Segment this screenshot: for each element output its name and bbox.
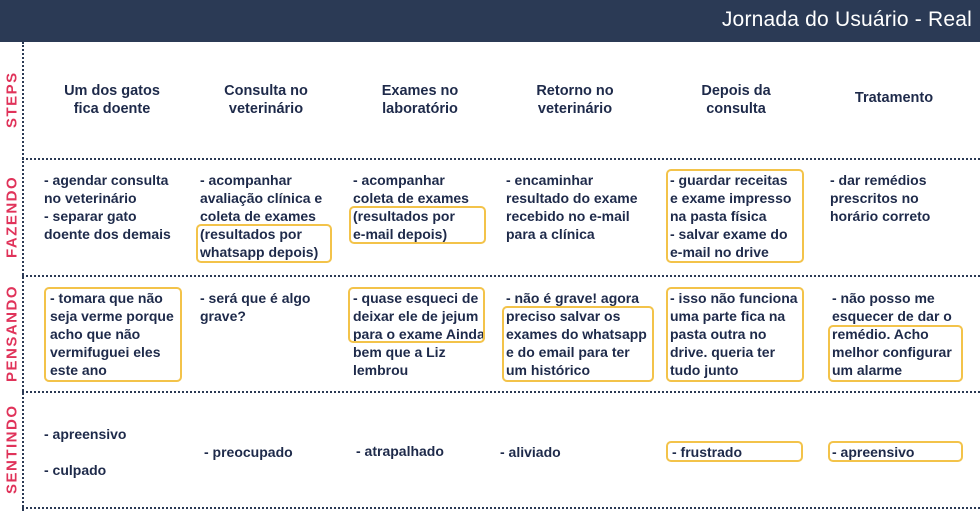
step-6: Tratamento: [854, 90, 934, 106]
pensando-cell-2: - será que é algo grave?: [200, 290, 311, 324]
fazendo-cell-1: - agendar consulta no veterinário - separar gato doente dos demais: [44, 172, 171, 242]
pensando-cell-4: - não é grave! agora preciso salvar os exames do whatsapp e do email para ter um histórico: [506, 290, 647, 378]
row-divider-2: [22, 275, 980, 277]
fazendo-cell-2: - acompanhar avaliação clínica e coleta de exames (resultados por whatsapp depois): [200, 172, 323, 260]
fazendo-cell-5: - guardar receitas e exame impresso na pasta física - salvar exame do e-mail no drive: [670, 172, 792, 260]
row-divider-4: [22, 507, 980, 509]
step-3: Exames no laboratório: [381, 83, 459, 117]
row-divider-3: [22, 391, 980, 393]
highlight-box: [348, 287, 485, 343]
page-title: Jornada do Usuário - Real: [721, 8, 972, 31]
sentindo-cell-5: - frustrado: [672, 444, 742, 460]
sentindo-cell-3: - atrapalhado: [356, 443, 444, 459]
fazendo-cell-6: - dar remédios prescritos no horário correto: [830, 172, 931, 224]
pensando-cell-6: - não posso me esquecer de dar o remédio. Acho melhor configurar um alarme: [832, 290, 952, 378]
highlight-box: [666, 441, 803, 462]
row-label-steps: STEPS: [3, 71, 21, 129]
sentindo-cell-4: - aliviado: [500, 444, 561, 460]
fazendo-cell-3: - acompanhar coleta de exames (resultados por e-mail depois): [353, 172, 469, 242]
header-bar: [0, 0, 980, 42]
row-divider-1: [22, 158, 980, 160]
pensando-cell-1: - tomara que não seja verme porque acho que não vermifuguei eles este ano: [50, 290, 174, 378]
highlight-box: [196, 224, 332, 263]
sentindo-cell-6: - apreensivo: [832, 444, 915, 460]
highlight-box: [828, 441, 963, 462]
step-4: Retorno no veterinário: [536, 83, 614, 117]
highlight-box: [502, 306, 654, 382]
sentindo-cell-2: - preocupado: [204, 444, 293, 460]
row-label-sentindo: SENTINDO: [3, 404, 21, 494]
fazendo-cell-4: - encaminhar resultado do exame recebido no e-mail para a clínica: [506, 172, 638, 242]
sentindo-cell-1: - apreensivo - culpado: [44, 426, 127, 478]
pensando-cell-3: - quase esqueci de deixar ele de jejum para o exame Ainda bem que a Liz lembrou: [353, 290, 485, 378]
step-5: Depois da consulta: [701, 83, 771, 117]
highlight-box: [828, 325, 963, 382]
pensando-cell-5: - isso não funciona uma parte fica na pasta outra no drive. queria ter tudo junto: [670, 290, 798, 378]
highlight-box: [666, 287, 804, 382]
row-label-pensando: PENSANDO: [3, 284, 21, 382]
highlight-box: [44, 287, 182, 382]
step-1: Um dos gatos fica doente: [64, 83, 160, 117]
highlight-box: [666, 169, 804, 263]
highlight-box: [349, 206, 486, 244]
step-2: Consulta no veterinário: [224, 83, 308, 117]
row-label-fazendo: FAZENDO: [3, 175, 21, 258]
